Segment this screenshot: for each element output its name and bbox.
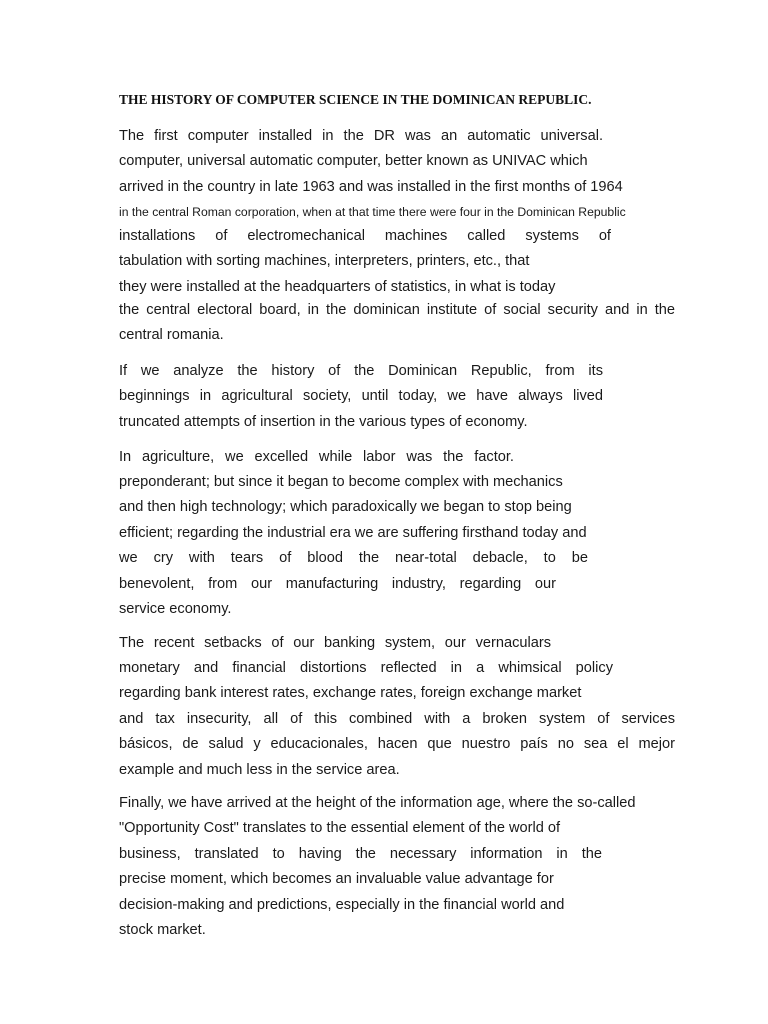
text-line: stock market.: [119, 921, 206, 938]
text-line: precise moment, which becomes an invaluable value advantage for: [119, 871, 554, 888]
text-line: decision-making and predictions, especially in the financial world and: [119, 896, 565, 913]
text-line: If we analyze the history of the Dominican Republic, from its: [119, 363, 603, 379]
text-line: truncated attempts of insertion in the various types of economy.: [119, 413, 528, 430]
text-line: The first computer installed in the DR was an automatic universal.: [119, 128, 603, 144]
text-line: Finally, we have arrived at the height of the information age, where the so-called: [119, 795, 636, 811]
text-line: and tax insecurity, all of this combined with a broken system of services: [119, 710, 675, 727]
text-line: the central electoral board, in the dominican institute of social security and in the: [119, 302, 675, 318]
text-line: installations of electromechanical machines called systems of: [119, 228, 611, 244]
paragraph-2: [119, 359, 603, 435]
paragraph-1: [119, 124, 626, 226]
text-line: service economy.: [119, 600, 232, 617]
text-line: arrived in the country in late 1963 and was installed in the first months of 1964: [119, 178, 623, 195]
text-line: "Opportunity Cost" translates to the essential element of the world of: [119, 820, 561, 837]
text-line: computer, universal automatic computer, better known as UNIVAC which: [119, 153, 588, 170]
text-line: benevolent, from our manufacturing industry, regarding our: [119, 575, 556, 592]
text-line: business, translated to having the necessary information in the: [119, 845, 602, 862]
paragraph-5: [119, 791, 675, 943]
text-line: monetary and financial distortions reflected in a whimsical policy: [119, 660, 613, 676]
text-line: preponderant; but since it began to become complex with mechanics: [119, 474, 563, 490]
paragraph-4: [119, 631, 551, 656]
paragraph-1-cont-b: [119, 298, 675, 349]
document-title: THE HISTORY OF COMPUTER SCIENCE IN THE DOMINICAN REPUBLIC.: [119, 92, 592, 107]
text-line: regarding bank interest rates, exchange rates, foreign exchange market: [119, 685, 582, 702]
text-line: In agriculture, we excelled while labor was the factor.: [119, 449, 514, 465]
text-line: example and much less in the service area.: [119, 761, 400, 778]
text-line: central romania.: [119, 327, 224, 344]
text-line: in the central Roman corporation, when at that time there were four in the Dominican Republic: [119, 205, 626, 220]
paragraph-4-cont: [119, 656, 675, 783]
text-line: beginnings in agricultural society, until today, we have always lived: [119, 388, 603, 405]
text-line: they were installed at the headquarters of statistics, in what is today: [119, 278, 556, 295]
text-line: The recent setbacks of our banking system, our vernaculars: [119, 635, 551, 651]
text-line: and then high technology; which paradoxically we began to stop being: [119, 499, 572, 516]
text-line: tabulation with sorting machines, interpreters, printers, etc., that: [119, 253, 530, 270]
text-line: efficient; regarding the industrial era we are suffering firsthand today and: [119, 524, 587, 541]
paragraph-1-cont-a: [119, 224, 611, 300]
paragraph-3-cont: [119, 470, 616, 622]
text-line: we cry with tears of blood the near-total debacle, to be: [119, 550, 588, 567]
text-line: básicos, de salud y educacionales, hacen que nuestro país no sea el mejor: [119, 736, 675, 753]
paragraph-3: [119, 445, 514, 470]
